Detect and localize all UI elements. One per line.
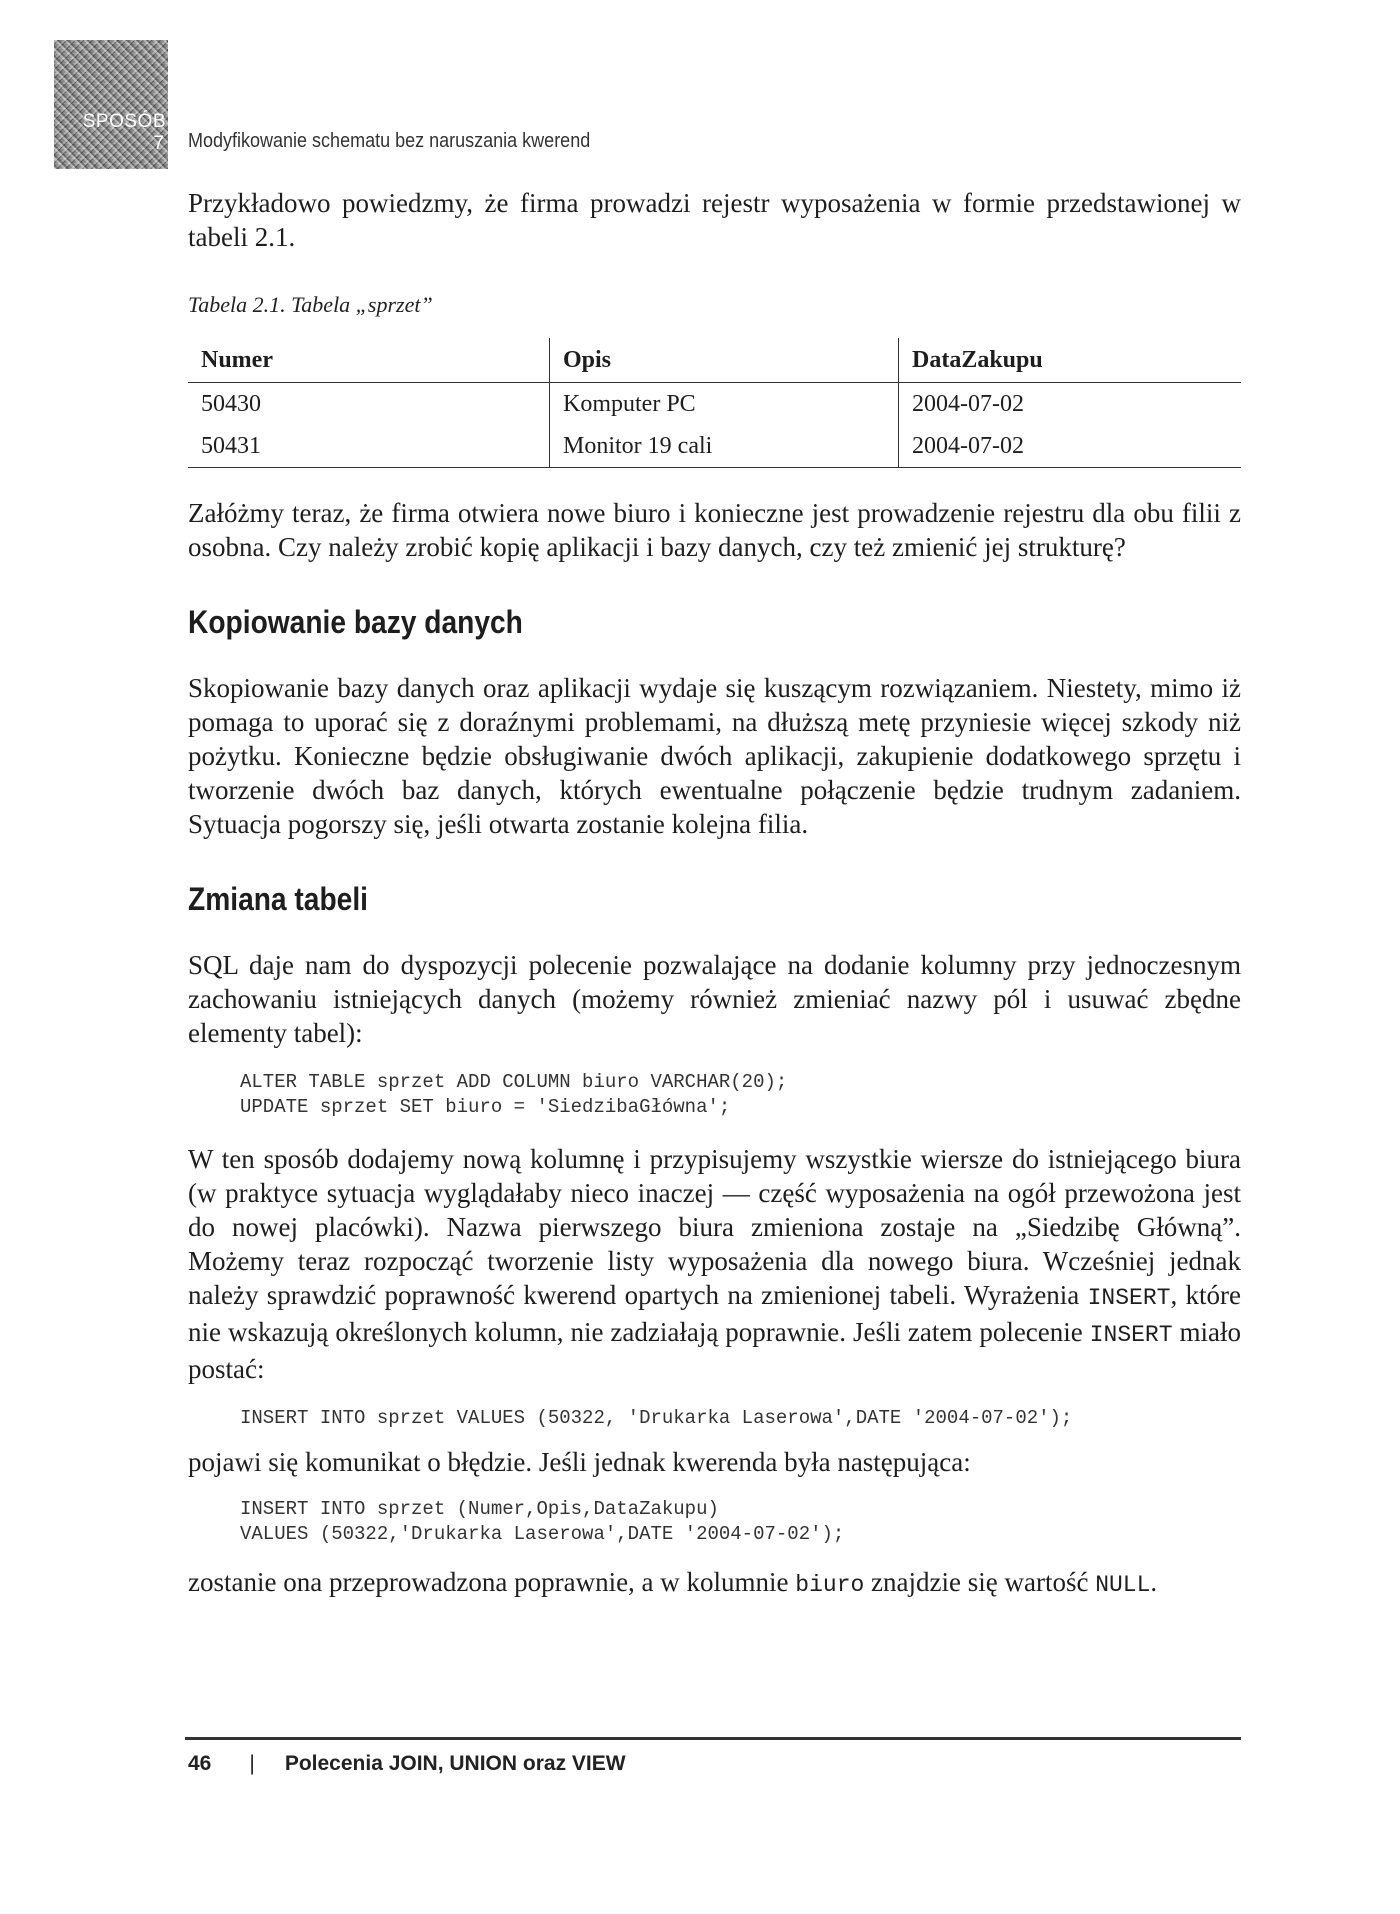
section-heading-copy: Kopiowanie bazy danych: [188, 604, 523, 640]
code-block-insert-columns: INSERT INTO sprzet (Numer,Opis,DataZakupu) VALUES (50322,'Drukarka Laserowa',DATE '2004-07-02');: [240, 1498, 845, 1545]
text-run: W ten sposób dodajemy nową kolumnę i przypisujemy wszystkie wiersze do istniejącego biura (w praktyce sytuacja wyglądałaby nieco inaczej — część wyposażenia na ogół przewożona jest do nowej placówki). Nazwa pierwszego biura zmieniona zostaje na „Siedzibę Główną”. Możemy teraz rozpocząć tworzenie listy wyposażenia dla nowego biura. Wcześniej jednak należy sprawdzić poprawność kwerend opartych na zmienionej tabeli. Wyrażenia: [188, 1144, 1241, 1310]
column-header: Opis: [550, 338, 899, 383]
footer-rule: [185, 1737, 1241, 1740]
table-cell: 50431: [188, 425, 550, 468]
page-footer: [188, 1752, 626, 1776]
paragraph-explanation: [188, 1142, 1241, 1386]
page-content: [188, 186, 1241, 1602]
table-cell: 50430: [201, 390, 261, 417]
running-head: Modyfikowanie schematu bez naruszania kwerend: [188, 130, 591, 152]
inline-code: INSERT: [1087, 1285, 1171, 1311]
text-run: miało postać:: [188, 1317, 1241, 1384]
paragraph-after-table: Załóżmy teraz, że firma otwiera nowe biuro i konieczne jest prowadzenie rejestru dla obu filii z osobna. Czy należy zrobić kopię aplikacji i bazy danych, czy też zmienić jej strukturę?: [188, 498, 1241, 562]
chapter-title: Polecenia JOIN, UNION oraz VIEW: [284, 1752, 626, 1775]
table-row: [188, 425, 1241, 468]
text-run: zostanie ona przeprowadzona poprawnie, a w kolumnie: [188, 1567, 796, 1597]
table-header-row: [188, 338, 1241, 383]
section-heading-alter: Zmiana tabeli: [188, 881, 368, 917]
badge-label: SPOSÓB: [82, 111, 166, 132]
intro-paragraph: Przykładowo powiedzmy, że firma prowadzi rejestr wyposażenia w formie przedstawionej w tabeli 2.1.: [188, 188, 1241, 252]
table-cell: Komputer PC: [550, 383, 899, 426]
section-copy-text: Skopiowanie bazy danych oraz aplikacji wydaje się kuszącym rozwiązaniem. Niestety, mimo iż pomaga to uporać się z doraźnymi problemami, na dłuższą metę przyniesie więcej szkody niż pożytku. Konieczne będzie obsługiwanie dwóch aplikacji, zakupienie dodatkowego sprzętu i tworzenie dwóch baz danych, których ewentualne połączenie będzie trudnym zadaniem. Sytuacja pogorszy się, jeśli otwarta zostanie kolejna filia.: [188, 673, 1241, 839]
table-cell: 2004-07-02: [899, 383, 1242, 426]
paragraph-error: pojawi się komunikat o błędzie. Jeśli jednak kwerenda była następująca:: [188, 1447, 971, 1477]
chapter-badge: [54, 40, 168, 169]
code-block-alter: ALTER TABLE sprzet ADD COLUMN biuro VARCHAR(20); UPDATE sprzet SET biuro = 'SiedzibaGłówna';: [240, 1071, 788, 1118]
column-header: DataZakupu: [899, 338, 1242, 383]
column-header: Numer: [188, 338, 550, 383]
table-row: [188, 383, 1241, 426]
text-run: znajdzie się wartość: [864, 1567, 1096, 1597]
equipment-table: [188, 338, 1241, 468]
paragraph-result: [188, 1565, 1241, 1602]
inline-code: NULL: [1095, 1572, 1151, 1598]
footer-separator: |: [249, 1752, 255, 1775]
code-block-insert-values: INSERT INTO sprzet VALUES (50322, 'Drukarka Laserowa',DATE '2004-07-02');: [240, 1407, 1073, 1429]
table-cell: Monitor 19 cali: [550, 425, 899, 468]
table-caption: Tabela 2.1. Tabela „sprzet”: [188, 292, 433, 317]
text-run: , które nie wskazują określonych kolumn, nie zadziałają poprawnie. Jeśli zatem polecenie: [188, 1280, 1241, 1347]
text-run: .: [1150, 1567, 1158, 1597]
badge-number: 7: [153, 133, 164, 154]
section-alter-text: SQL daje nam do dyspozycji polecenie pozwalające na dodanie kolumny przy jednoczesnym zachowaniu istniejących danych (możemy również zmieniać nazwy pól i usuwać zbędne elementy tabel):: [188, 950, 1241, 1048]
page-number: 46: [188, 1752, 212, 1775]
inline-code: biuro: [795, 1572, 865, 1598]
table-cell: 2004-07-02: [899, 425, 1242, 468]
inline-code: INSERT: [1089, 1322, 1173, 1348]
